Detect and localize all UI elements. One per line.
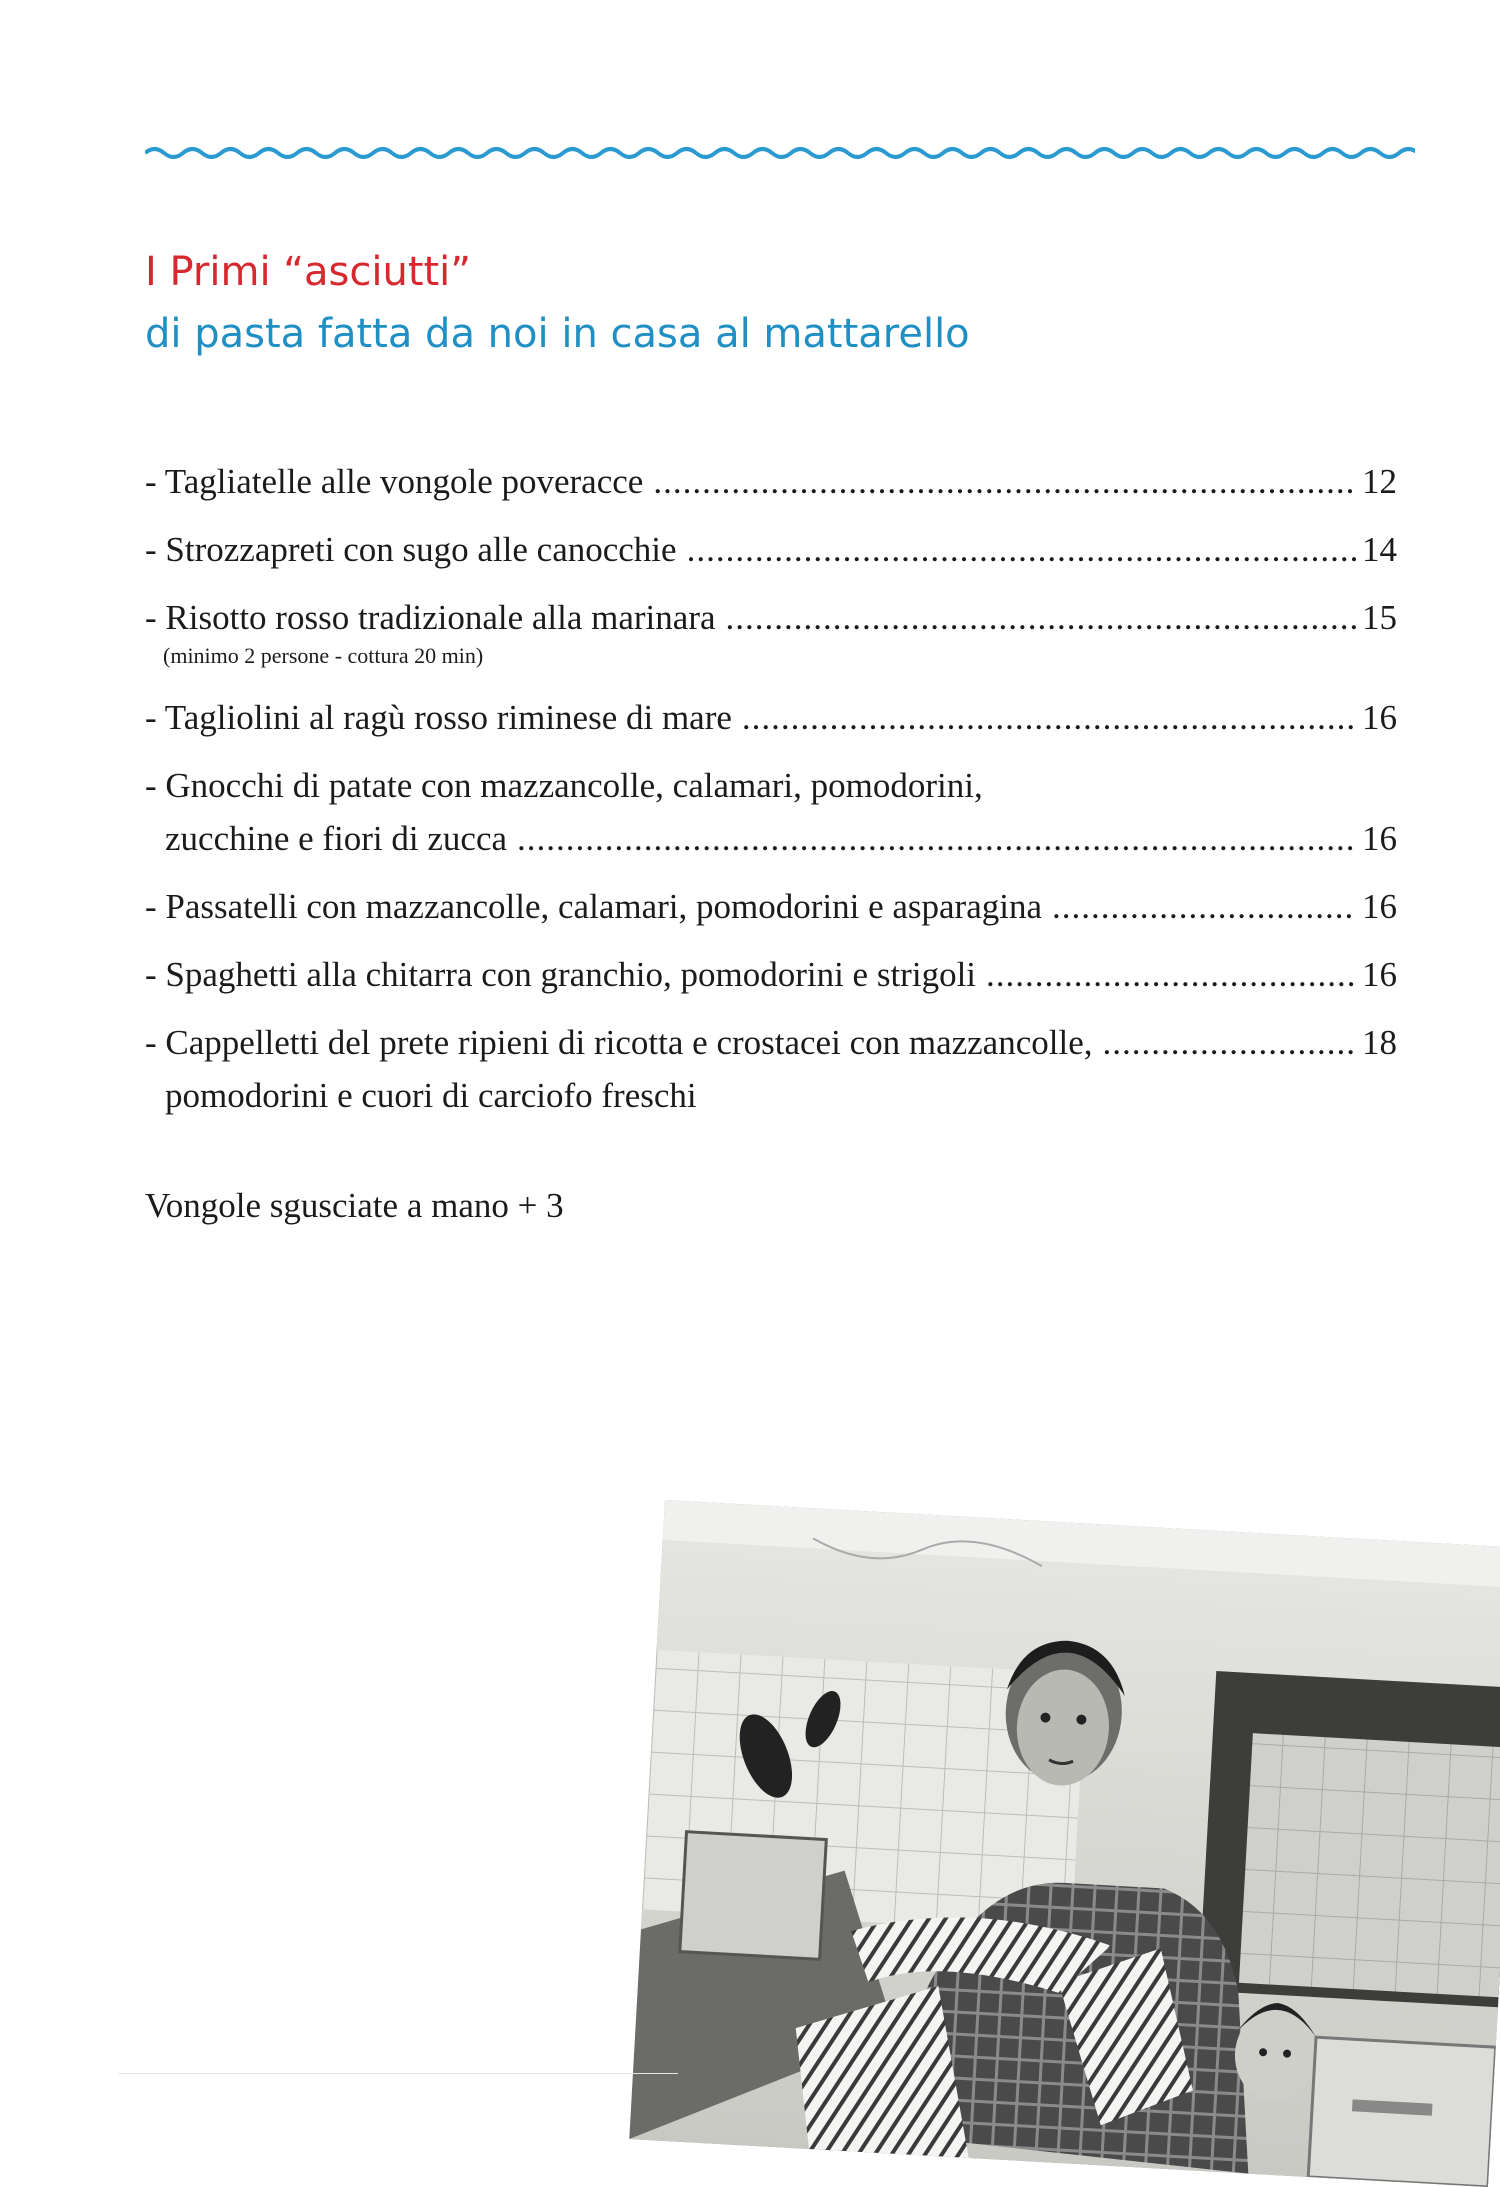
- dot-leader: [742, 700, 1356, 735]
- dish-price: 16: [1362, 819, 1397, 858]
- section-subtitle: di pasta fatta da noi in casa al mattarello: [145, 311, 970, 357]
- dot-leader: [687, 532, 1356, 567]
- dish-price: 14: [1362, 530, 1397, 569]
- dish-name: - Tagliolini al ragù rosso riminese di mare: [145, 698, 732, 737]
- dish-name: - Cappelletti del prete ripieni di ricotta e crostacei con mazzancolle,: [145, 1023, 1093, 1062]
- dish-name: - Risotto rosso tradizionale alla marinara: [145, 598, 716, 637]
- dish-name: - Passatelli con mazzancolle, calamari, pomodorini e asparagina: [145, 887, 1042, 926]
- dot-leader: [726, 600, 1356, 635]
- dish-name: - Tagliatelle alle vongole poveracce: [145, 462, 644, 501]
- dish-name-continuation: zucchine e fiori di zucca: [165, 819, 508, 858]
- wave-divider: [145, 138, 1415, 168]
- section-heading: [145, 249, 970, 357]
- dish-price: 16: [1362, 698, 1397, 737]
- menu-item: [145, 532, 1397, 567]
- dish-name: - Spaghetti alla chitarra con granchio, pomodorini e strigoli: [145, 955, 977, 994]
- menu-item: [145, 464, 1397, 499]
- dot-leader: [1052, 889, 1356, 924]
- menu-item: [145, 700, 1397, 735]
- dish-price: 18: [1362, 1023, 1397, 1062]
- menu-item: [145, 889, 1397, 924]
- menu-item: [145, 600, 1397, 667]
- dish-name: - Strozzapreti con sugo alle canocchie: [145, 530, 677, 569]
- dish-price: 15: [1362, 598, 1397, 637]
- dish-name: - Gnocchi di patate con mazzancolle, calamari, pomodorini,: [145, 766, 983, 805]
- dot-leader: [517, 821, 1356, 856]
- section-title: I Primi “asciutti”: [145, 249, 472, 295]
- dish-name-continuation: pomodorini e cuori di carciofo freschi: [165, 1076, 697, 1115]
- dot-leader: [1102, 1025, 1356, 1060]
- dish-price: 16: [1362, 955, 1397, 994]
- extra-note: Vongole sgusciate a mano + 3: [145, 1186, 564, 1225]
- dish-price: 12: [1362, 462, 1397, 501]
- menu-item: [145, 957, 1397, 992]
- footer-divider: [118, 2073, 678, 2074]
- dot-leader: [986, 957, 1356, 992]
- vintage-kitchen-photo: [629, 1500, 1500, 2187]
- menu-list: [145, 464, 1397, 1146]
- dot-leader: [653, 464, 1356, 499]
- dish-price: 16: [1362, 887, 1397, 926]
- dish-note: (minimo 2 persone - cottura 20 min): [163, 643, 484, 668]
- menu-item: [145, 768, 1397, 856]
- menu-item: [145, 1025, 1397, 1113]
